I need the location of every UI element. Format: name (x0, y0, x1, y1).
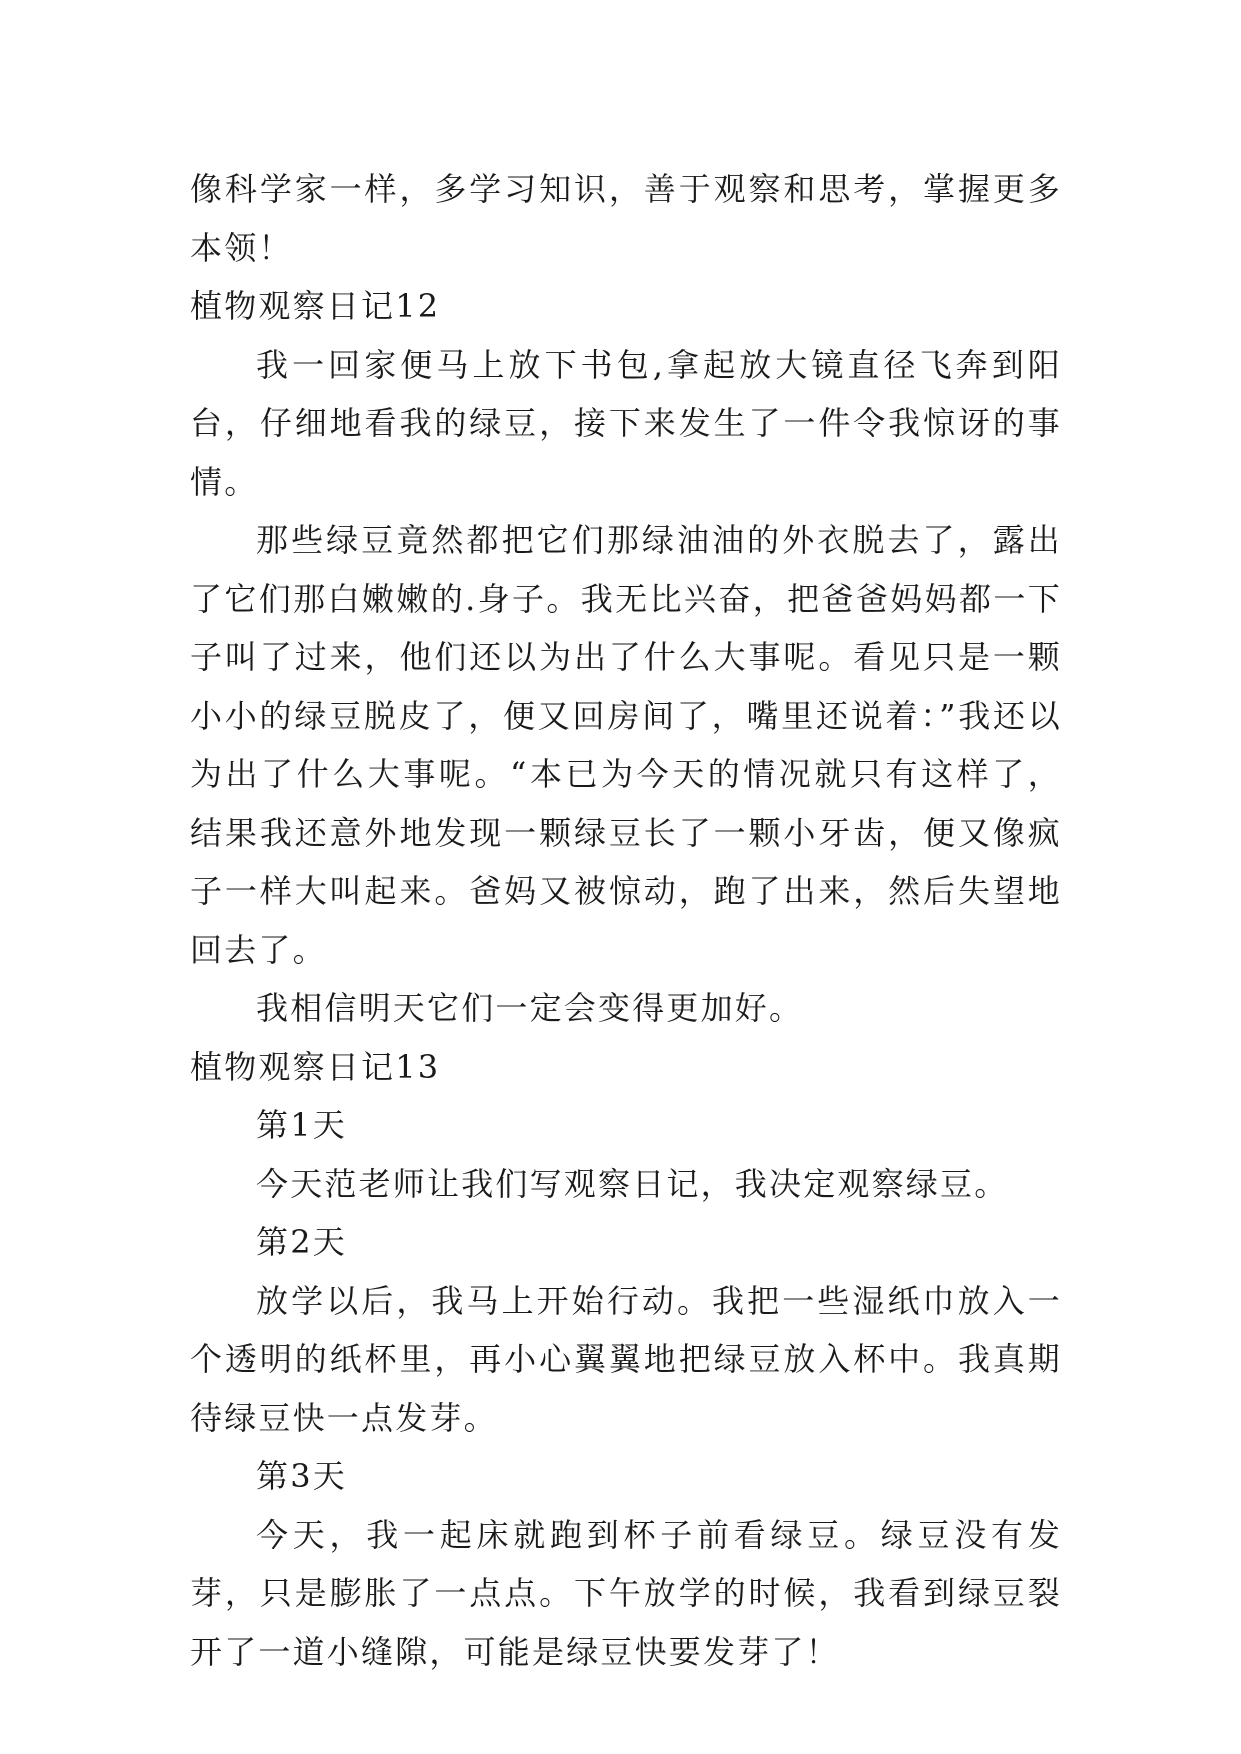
paragraph-continuation: 像科学家一样，多学习知识，善于观察和思考，掌握更多本领！ (190, 170, 1062, 267)
paragraph: 今天范老师让我们写观察日记，我决定观察绿豆。 (256, 1164, 1009, 1203)
section-heading-13: 植物观察日记13 (190, 1047, 441, 1086)
paragraph: 那些绿豆竟然都把它们那绿油油的外衣脱去了，露出了它们那白嫩嫩的.身子。我无比兴奋，把爸爸妈妈都一下子叫了过来，他们还以为出了什么大事呢。看见只是一颗小小的绿豆脱皮了，便又回房间了，嘴里还说着：”我还以为出了什么大事呢。“本已为今天的情况就只有这样了，结果我还意外地发现一颗绿豆长了一颗小牙齿，便又像疯子一样大叫起来。爸妈又被惊动，跑了出来，然后失望地回去了。 (190, 521, 1062, 969)
day-label: 第2天 (256, 1223, 347, 1261)
section-heading-12: 植物观察日记12 (190, 287, 441, 325)
paragraph: 今天，我一起床就跑到杯子前看绿豆。绿豆没有发芽，只是膨胀了一点点。下午放学的时候，我看到绿豆裂开了一道小缝隙，可能是绿豆快要发芽了！ (190, 1515, 1062, 1671)
paragraph: 我一回家便马上放下书包,拿起放大镜直径飞奔到阳台，仔细地看我的绿豆，接下来发生了一件令我惊讶的事情。 (190, 345, 1062, 501)
paragraph: 放学以后，我马上开始行动。我把一些湿纸巾放入一个透明的纸杯里，再小心翼翼地把绿豆放入杯中。我真期待绿豆快一点发芽。 (190, 1281, 1062, 1437)
paragraph: 我相信明天它们一定会变得更加好。 (256, 989, 804, 1027)
day-label: 第1天 (256, 1106, 347, 1144)
day-label: 第3天 (256, 1457, 347, 1495)
document-body (190, 160, 1062, 1681)
